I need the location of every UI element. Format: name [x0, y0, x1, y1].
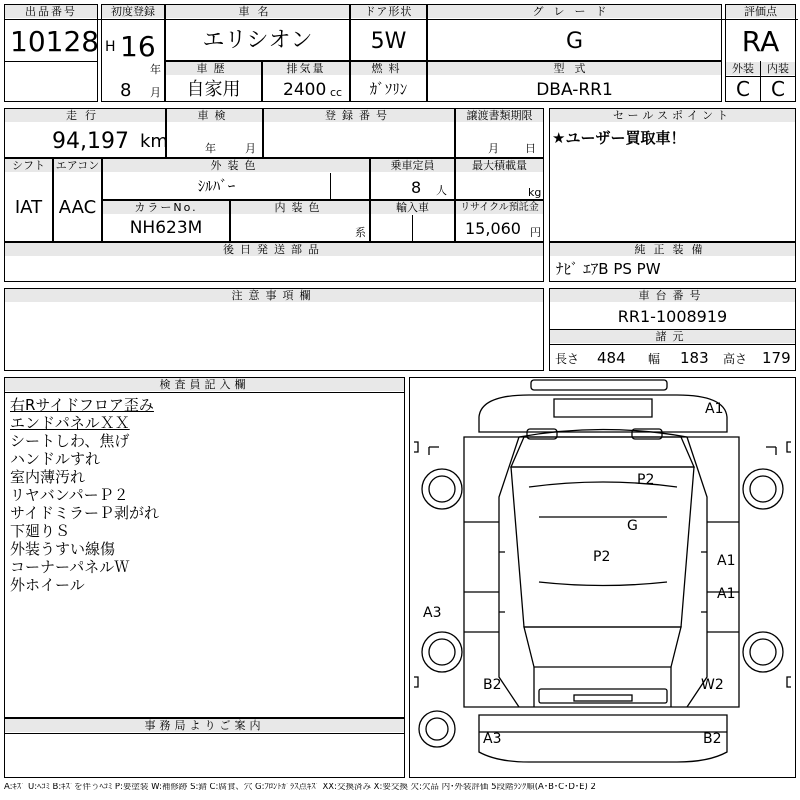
grade-header: グレード [428, 5, 721, 18]
color-no: NH623M [129, 218, 203, 238]
genuine-equip: ﾅﾋﾞ ｴｱB PS PW [556, 260, 661, 278]
mark-b2-left: B2 [483, 677, 502, 693]
reg-year-unit: 年 [150, 63, 161, 76]
office-info-header: 事務局よりご案内 [5, 719, 404, 732]
displacement-header: 排気量 [263, 62, 349, 75]
door-type: 5W [370, 29, 407, 54]
mark-w2-right: W2 [701, 677, 724, 693]
note-line: 室内薄汚れ [10, 468, 86, 486]
mark-b2-bottom: B2 [703, 731, 722, 747]
notes-header: 注意事項欄 [5, 289, 543, 302]
note-line: サイドミラーＰ剥がれ [10, 504, 159, 522]
grade: G [565, 29, 584, 54]
aircon: AAC [58, 197, 97, 218]
later-parts-header: 後日発送部品 [5, 243, 543, 256]
length: 484 [597, 349, 626, 367]
note-line: リヤバンパーＰ２ [10, 486, 129, 504]
fuel: ｶﾞｿﾘﾝ [369, 80, 408, 98]
width-label: 幅 [648, 352, 661, 366]
displacement-unit: cc [330, 86, 343, 99]
note-line: ハンドルすれ [10, 450, 101, 468]
max-load-header: 最大積載量 [456, 159, 543, 172]
inspection-header: 車検 [167, 109, 262, 122]
era-letter: H [105, 39, 116, 55]
exterior-grade: C [736, 77, 750, 101]
mark-p2-center: P2 [593, 549, 611, 565]
car-diagram [409, 377, 796, 778]
mark-p2-upper: P2 [637, 472, 655, 488]
mark-a1-right-1: A1 [717, 553, 736, 569]
lot-number: 10128 [10, 25, 100, 58]
transfer-day-unit: 日 [525, 142, 536, 155]
interior-header: 内装 [761, 62, 795, 75]
reg-year: 16 [120, 30, 156, 63]
reg-month-unit: 月 [150, 86, 161, 99]
dims-header: 諸元 [550, 330, 795, 343]
mark-a1-right-2: A1 [717, 586, 736, 602]
car-name: エリシオン [202, 28, 313, 53]
note-line: 右Rサイドフロア歪み [10, 396, 154, 414]
fuel-header: 燃料 [351, 62, 426, 75]
length-label: 長さ [555, 352, 580, 366]
ext-color-header: 外装色 [103, 159, 369, 172]
recycle-unit: 円 [530, 226, 541, 239]
note-line: エンドパネルＸＸ [10, 414, 130, 432]
mark-g-center: G [627, 518, 638, 534]
exterior-header: 外装 [726, 62, 760, 75]
inspection-year-unit: 年 [205, 142, 216, 155]
sales-point-header: セールスポイント [550, 109, 795, 122]
first-reg-header: 初度登録 [102, 5, 164, 18]
mileage: 94,197 [52, 129, 129, 154]
chassis-header: 車台番号 [550, 289, 795, 302]
lot-number-header: 出品番号 [5, 5, 97, 18]
legend: A:ｷｽﾞ U:ﾍｺﾐ B:ｷｽﾞを伴うﾍｺﾐ P:要塗装 W:補修跡 S:錆 C:腐食、穴 G:ﾌﾛﾝﾄｶﾞﾗｽ点ｷｽﾞ XX:交換済み X:要交換 欠:欠品 内･外装評価 5段階ﾗﾝｸ順(A･B･C･D･E) 2 [4, 783, 596, 792]
inspector-notes-header: 検査員記入欄 [5, 378, 404, 391]
note-line: 下廻りＳ [10, 522, 71, 540]
capacity-unit: 人 [436, 184, 447, 197]
genuine-equip-header: 純正装備 [550, 243, 795, 256]
model-code: DBA-RR1 [536, 80, 613, 100]
reg-number-header: 登録番号 [264, 109, 454, 122]
chassis-number: RR1-1008919 [617, 307, 728, 326]
note-line: コーナーパネルＷ [10, 558, 130, 576]
transfer-deadline-header: 譲渡書類期限 [456, 109, 543, 122]
color-no-header: カラーNo. [103, 201, 229, 214]
mark-a1-top: A1 [705, 401, 724, 417]
recycle-header: リサイクル預託金 [456, 201, 543, 214]
mark-a3-left: A3 [423, 605, 442, 621]
capacity: 8 [411, 178, 422, 197]
displacement: 2400 [283, 80, 327, 100]
model-code-header: 型式 [428, 62, 721, 75]
shift-header: シフト [5, 159, 52, 172]
note-line: 外装うすい線傷 [10, 540, 116, 558]
capacity-header: 乗車定員 [371, 159, 454, 172]
inspector-notes-list [10, 396, 159, 594]
int-color-header: 内装色 [231, 201, 369, 214]
mark-a3-bottom: A3 [483, 731, 502, 747]
car-name-header: 車名 [166, 5, 349, 18]
inspection-month-unit: 月 [245, 142, 256, 155]
sales-point: ★ユーザー買取車！ [552, 129, 686, 147]
door-header: ドア形状 [351, 5, 426, 18]
reg-month: 8 [120, 80, 132, 101]
interior-grade: C [771, 77, 785, 101]
import-header: 輸入車 [371, 201, 454, 214]
history: 自家用 [186, 79, 241, 100]
score-header: 評価点 [726, 5, 795, 18]
note-line: 外ホイール [10, 576, 85, 594]
width: 183 [680, 349, 709, 367]
ext-color: ｼﾙﾊﾞｰ [197, 177, 236, 195]
note-line: シートしわ、焦げ [10, 432, 130, 450]
transfer-month-unit: 月 [488, 142, 499, 155]
mileage-header: 走行 [5, 109, 165, 122]
int-color-unit: 系 [355, 226, 366, 239]
aircon-header: エアコン [55, 159, 100, 172]
height-label: 高さ [723, 352, 748, 366]
height: 179 [762, 349, 791, 367]
mileage-unit: km [140, 131, 168, 152]
score: RA [741, 25, 780, 58]
shift: IAT [14, 197, 43, 218]
history-header: 車歴 [166, 62, 261, 75]
max-load-unit: kg [528, 186, 542, 199]
recycle: 15,060 [465, 219, 521, 238]
